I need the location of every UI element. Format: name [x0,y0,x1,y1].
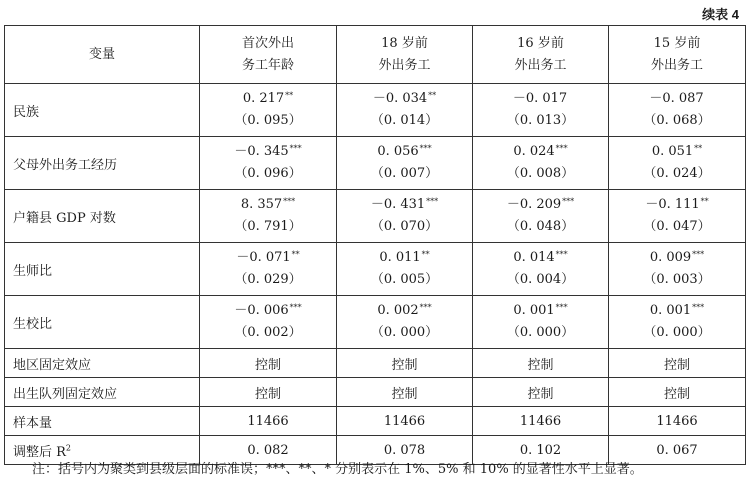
significance-stars: *** [419,303,432,312]
table-cell: 控制 [337,349,473,378]
standard-error: （0. 008） [506,166,575,181]
variable-header: 变量 [5,26,200,84]
table-row [5,296,746,349]
coefficient-value: －0. 087 [649,91,704,106]
table-cell: 控制 [337,378,473,407]
table-cell: 11466 [473,407,609,436]
table-cell [200,190,337,243]
row-label: 生校比 [5,296,200,349]
table-cell: 控制 [609,349,746,378]
standard-error: （0. 095） [234,113,302,128]
table-cell [200,137,337,190]
table-cell: 控制 [473,378,609,407]
table-cell [337,190,473,243]
table-cell [337,296,473,349]
significance-stars: ** [694,144,703,153]
coefficient-value: －0. 345*** [234,144,302,159]
coefficient-value: －0. 034** [372,91,437,106]
row-label: 调整后 $R^2$ [5,436,200,465]
coefficient-value: －0. 071** [236,250,300,265]
continued-label: 续表 4 [702,7,739,22]
row-label: 户籍县 GDP 对数 [5,190,200,243]
row-label: 样本量 [5,407,200,436]
significance-stars: *** [289,144,302,153]
table-cell [200,296,337,349]
standard-error: （0. 003） [643,272,711,287]
standard-error: （0. 000） [370,325,439,340]
coefficient-value: 0. 024*** [513,144,568,159]
standard-error: （0. 004） [506,272,575,287]
table-cell [473,137,609,190]
table-row [5,243,746,296]
standard-error: （0. 000） [643,325,711,340]
standard-error: （0. 005） [370,272,439,287]
column-header: 18 岁前 外出务工 [337,26,473,84]
standard-error: （0. 000） [506,325,575,340]
standard-error: （0. 048） [506,219,575,234]
standard-error: （0. 013） [506,113,575,128]
coefficient-value: 0. 056*** [377,144,432,159]
coefficient-value: 8. 357*** [240,197,296,212]
table-row [5,84,746,137]
column-header: 16 岁前 外出务工 [473,26,609,84]
table-cell: 0. 067 [609,436,746,465]
table-cell [473,243,609,296]
table-cell [609,190,746,243]
significance-stars: *** [692,303,705,312]
coefficient-value: 0. 217** [242,91,294,106]
coefficient-value: －0. 006*** [234,303,302,318]
coefficient-value: －0. 431*** [370,197,439,212]
standard-error: （0. 024） [643,166,711,181]
row-label: 地区固定效应 [5,349,200,378]
significance-stars: *** [692,250,705,259]
significance-stars: *** [555,303,568,312]
table-cell: 0. 078 [337,436,473,465]
table-row [5,378,746,407]
coefficient-value: 0. 001*** [649,303,705,318]
table-cell [609,84,746,137]
significance-stars: ** [421,250,430,259]
significance-stars: *** [283,197,296,206]
row-label: 生师比 [5,243,200,296]
table-cell [609,296,746,349]
table-cell [337,137,473,190]
table-cell: 11466 [337,407,473,436]
standard-error: （0. 070） [370,219,439,234]
standard-error: （0. 007） [370,166,439,181]
coefficient-value: －0. 209*** [506,197,575,212]
table-note: 注：括号内为聚类到县级层面的标准误；***、**、* 分别表示在 1%、5% 和 10% 的显著性水平上显著。 [32,462,643,477]
significance-stars: ** [428,91,437,100]
coefficient-value: 0. 009*** [649,250,705,265]
table-cell: 控制 [609,378,746,407]
significance-stars: ** [291,250,300,259]
table-row [5,349,746,378]
significance-stars: *** [555,144,568,153]
table-cell: 0. 102 [473,436,609,465]
standard-error: （0. 096） [234,166,302,181]
significance-stars: *** [289,303,302,312]
row-label: 出生队列固定效应 [5,378,200,407]
table-cell [337,243,473,296]
table-cell [473,296,609,349]
table-cell [473,190,609,243]
table-cell: 0. 082 [200,436,337,465]
table-row [5,190,746,243]
standard-error: （0. 068） [643,113,711,128]
standard-error: （0. 029） [234,272,302,287]
table-cell: 控制 [200,349,337,378]
table-cell [337,84,473,137]
standard-error: （0. 791） [234,219,302,234]
table-cell: 控制 [200,378,337,407]
table-cell [200,84,337,137]
standard-error: （0. 047） [643,219,711,234]
coefficient-value: 0. 001*** [513,303,568,318]
table-cell [609,137,746,190]
table-cell: 11466 [609,407,746,436]
standard-error: （0. 014） [370,113,439,128]
coefficient-value: 0. 002*** [377,303,432,318]
table-cell [609,243,746,296]
coefficient-value: －0. 017 [512,91,568,106]
row-label: 父母外出务工经历 [5,137,200,190]
coefficient-value: －0. 111** [645,197,709,212]
table-row [5,407,746,436]
table-cell [200,243,337,296]
standard-error: （0. 002） [234,325,302,340]
table-row [5,137,746,190]
coefficient-value: 0. 011** [379,250,430,265]
significance-stars: *** [555,250,568,259]
table-header-row [5,26,746,84]
regression-table [4,25,746,465]
column-header: 15 岁前 外出务工 [609,26,746,84]
significance-stars: ** [700,197,709,206]
table-cell: 11466 [200,407,337,436]
significance-stars: *** [426,197,439,206]
column-header: 首次外出 务工年龄 [200,26,337,84]
table-cell: 控制 [473,349,609,378]
significance-stars: *** [419,144,432,153]
table-cell [473,84,609,137]
coefficient-value: 0. 051** [651,144,703,159]
significance-stars: ** [285,91,294,100]
row-label: 民族 [5,84,200,137]
coefficient-value: 0. 014*** [513,250,568,265]
significance-stars: *** [562,197,575,206]
